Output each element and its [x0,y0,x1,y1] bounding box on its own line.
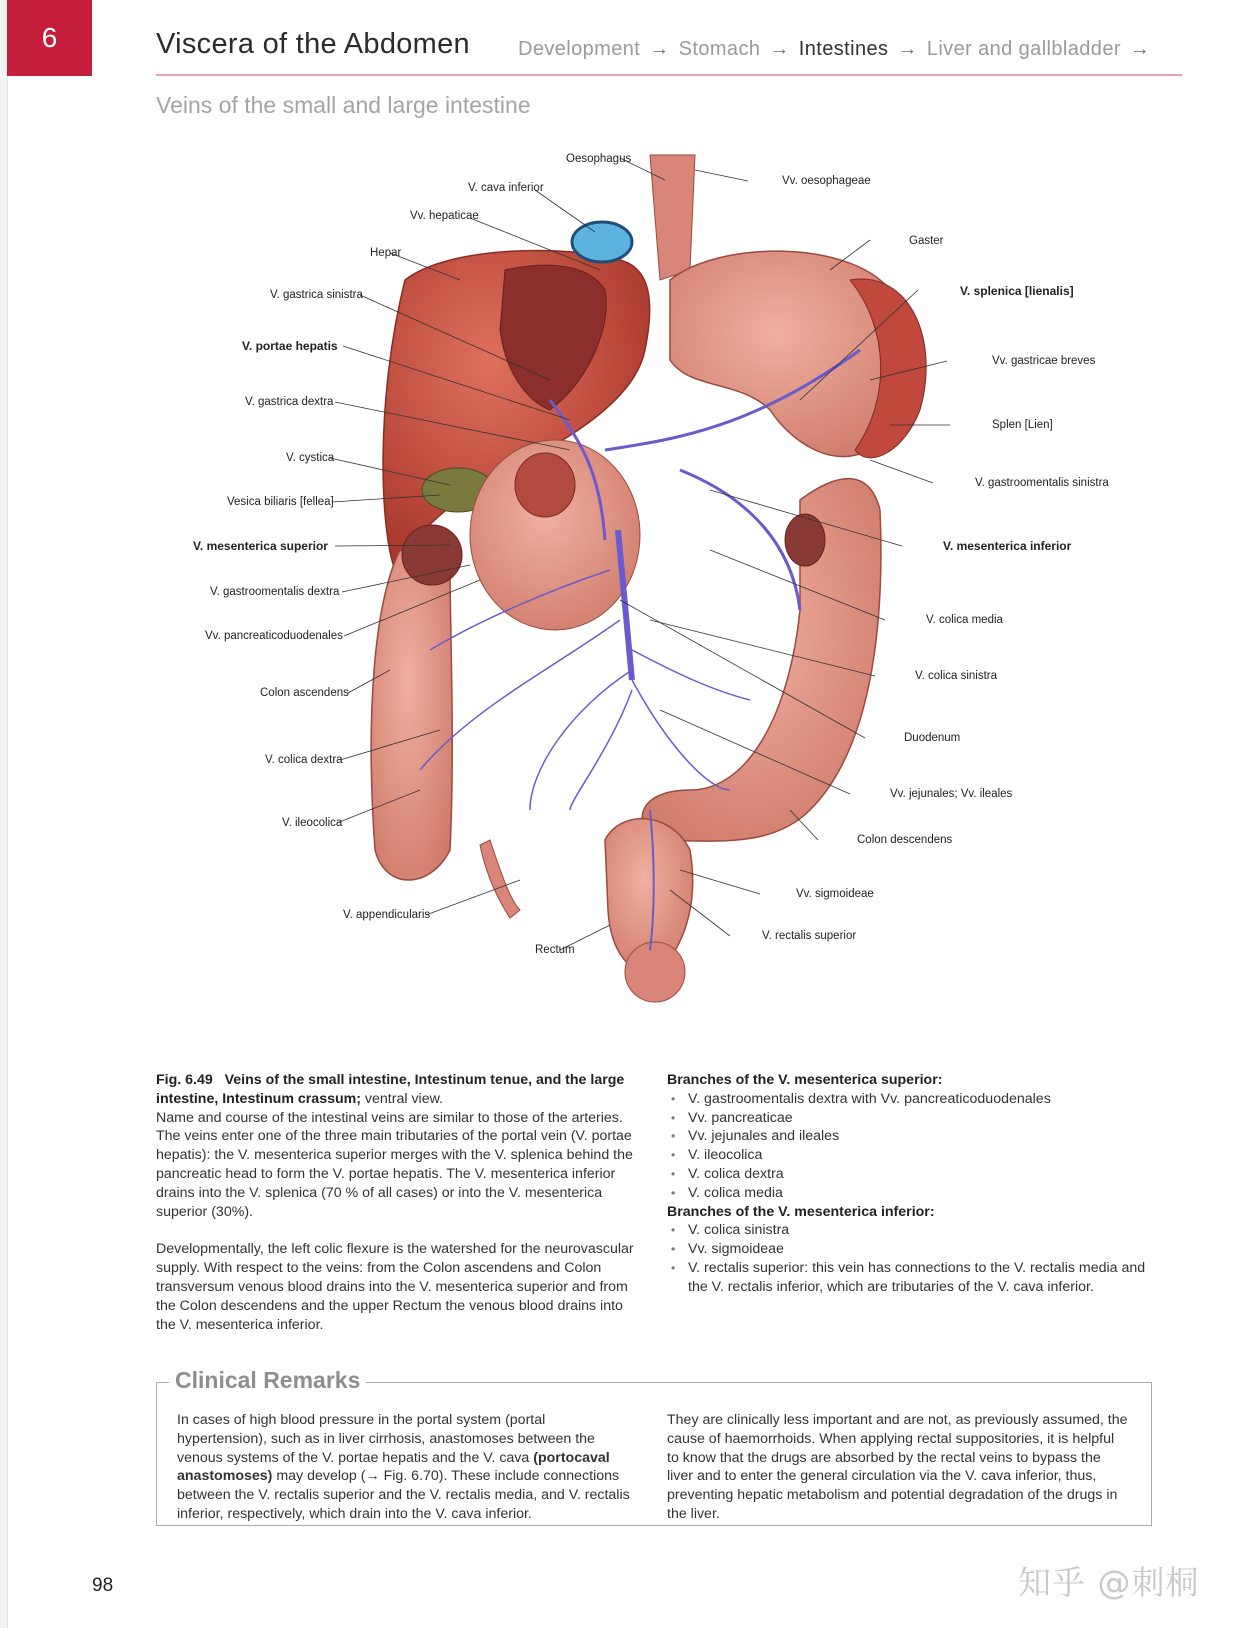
header-divider [156,74,1182,76]
label-gaster: Gaster [909,235,944,247]
breadcrumb-development[interactable]: Development [518,38,641,60]
chapter-number-tab: 6 [7,0,92,76]
inferior-branches-heading: Branches of the V. mesenterica inferior: [667,1203,935,1220]
list-item: • Vv. sigmoideae [667,1240,1152,1259]
inferior-branches [667,1221,1152,1296]
label-vv-sigmoideae: Vv. sigmoideae [796,888,874,900]
colon-lumen-right [402,525,462,585]
label-v-mesenterica-inferior: V. mesenterica inferior [943,539,1072,553]
label-v-rectalis-superior: V. rectalis superior [762,930,857,942]
appendix-shape [480,840,520,918]
label-vv-oesophageae: Vv. oesophageae [782,175,871,187]
colon-ascendens-shape [371,550,452,880]
caption-paragraph-1: Name and course of the intestinal veins are similar to those of the arteries. The veins enter one of the three main tributaries of the portal vein (V. portae hepatis): the V. mesenterica superior merges with the V. splenica behind the pancreatic head to form the V. portae hepatis. The V. mesenterica inferior drains into the V. splenica (70 % of all cases) or into the V. mesenterica superior (30%). [156,1109,633,1220]
label-vv-jejunales-ileales: Vv. jejunales; Vv. ileales [890,788,1013,800]
label-colon-ascendens: Colon ascendens [260,687,349,699]
list-item: • Vv. pancreaticae [667,1109,1152,1128]
rectum-ampulla [625,942,685,1002]
label-v-colica-media: V. colica media [926,614,1003,626]
section-title: Veins of the small and large intestine [156,92,531,118]
colon-descendens-shape [642,479,881,841]
label-v-splenica: V. splenica [lienalis] [960,284,1074,298]
label-vv-gastricae-breves: Vv. gastricae breves [992,355,1096,367]
label-v-mesenterica-superior: V. mesenterica superior [193,539,328,553]
label-v-appendicularis: V. appendicularis [343,909,431,921]
label-oesophagus: Oesophagus [566,153,632,165]
breadcrumb-liver-gallbladder[interactable]: Liver and gallbladder [926,38,1121,60]
label-vv-pancreaticoduodenales: Vv. pancreaticoduodenales [205,630,343,642]
figure-caption [156,1071,641,1334]
list-item: • V. colica sinistra [667,1221,1152,1240]
anatomy-figure [150,150,1200,1050]
branches-list [667,1071,1152,1297]
label-v-ileocolica: V. ileocolica [282,817,343,829]
label-v-gastroomentalis-dextra: V. gastroomentalis dextra [210,586,340,598]
label-v-gastrica-dextra: V. gastrica dextra [245,396,334,408]
clinical-remarks-title: Clinical Remarks [169,1367,366,1394]
label-v-colica-dextra: V. colica dextra [265,754,343,766]
clinical-text: In cases of high blood pressure in the portal system (portal hypertension), such as in liver cirrhosis, anastomoses between the venous systems of the V. portae hepatis and the V. cava [177,1412,595,1466]
list-item: • V. ileocolica [667,1146,1152,1165]
label-duodenum: Duodenum [904,732,961,744]
label-v-portae-hepatis: V. portae hepatis [242,339,338,353]
label-vesica-biliaris: Vesica biliaris [fellea] [227,496,334,508]
superior-branches-heading: Branches of the V. mesenterica superior: [667,1072,943,1088]
clinical-text: may develop (→ Fig. 6.70). These include connections between the V. rectalis superior and the V. rectalis media, and V. rectalis inferior, respectively, which drain into the V. cava inferior. [177,1468,630,1522]
watermark: 知乎 @刺桐 [1018,1563,1200,1602]
oesophagus-shape [650,155,695,280]
inferior-mesenteric-vein [680,470,800,610]
clinical-remarks-left [177,1411,639,1524]
label-v-colica-sinistra: V. colica sinistra [915,670,998,682]
label-v-gastrica-sinistra: V. gastrica sinistra [270,289,363,301]
arrow-right-icon: → [649,38,670,60]
page-edge [0,0,8,1628]
arrow-right-icon: → [1129,38,1151,60]
label-vv-hepaticae: Vv. hepaticae [410,210,479,222]
label-colon-descendens: Colon descendens [857,834,953,846]
clinical-remarks-right: They are clinically less important and are not, as previously assumed, the cause of haemorrhoids. When applying rectal suppositories, it is helpful to know that the drugs are absorbed by the rectal veins to bypass the liver and to enter the general circulation via the V. cava inferior, thus, preventing hepatic metabolism and potential degradation of the drugs in the liver. [667,1412,1128,1522]
arrow-right-icon: → [897,38,918,60]
clinical-bold-term: (portocaval anastomoses) [177,1449,610,1485]
breadcrumb [518,38,1159,61]
jejunal-veins [530,650,750,810]
vena-cava-shape [572,222,632,262]
figure-number: Fig. 6.49 [156,1072,213,1088]
label-v-cava-inferior: V. cava inferior [468,182,544,194]
superior-branches [667,1090,1152,1203]
arrow-right-icon: → [769,38,790,60]
clinical-remarks-box [156,1367,1152,1526]
label-v-cystica: V. cystica [286,452,335,464]
breadcrumb-stomach[interactable]: Stomach [678,38,761,60]
duodenum-lumen [515,453,575,517]
breadcrumb-intestines[interactable]: Intestines [798,38,889,60]
list-item: • V. colica dextra [667,1165,1152,1184]
list-item: • V. gastroomentalis dextra with Vv. pancreaticoduodenales [667,1090,1152,1109]
label-rectum: Rectum [535,944,575,956]
chapter-title: Viscera of the Abdomen [156,28,470,60]
list-item: • Vv. jejunales and ileales [667,1127,1152,1146]
figure-view: ventral view. [360,1090,443,1107]
list-item: • V. rectalis superior: this vein has connections to the V. rectalis media and the V. rectalis inferior, which are tributaries of the V. cava inferior. [667,1259,1152,1297]
label-splen: Splen [Lien] [992,419,1053,431]
figure-title: Veins of the small intestine, Intestinum tenue, and the large intestine, Intestinum crassum; [156,1072,625,1107]
page-number: 98 [92,1575,114,1596]
label-hepar: Hepar [370,247,402,259]
caption-heading [156,1071,641,1109]
caption-paragraph-2: Developmentally, the left colic flexure is the watershed for the neurovascular supply. With respect to the veins: from the Colon ascendens and Colon transversum venous blood drains into the V. mesenterica superior and from the Colon descendens and the upper Rectum the venous blood drains into the V. mesenterica inferior. [156,1241,634,1333]
label-v-gastroomentalis-sinistra: V. gastroomentalis sinistra [975,477,1109,489]
list-item: • V. colica media [667,1184,1152,1203]
